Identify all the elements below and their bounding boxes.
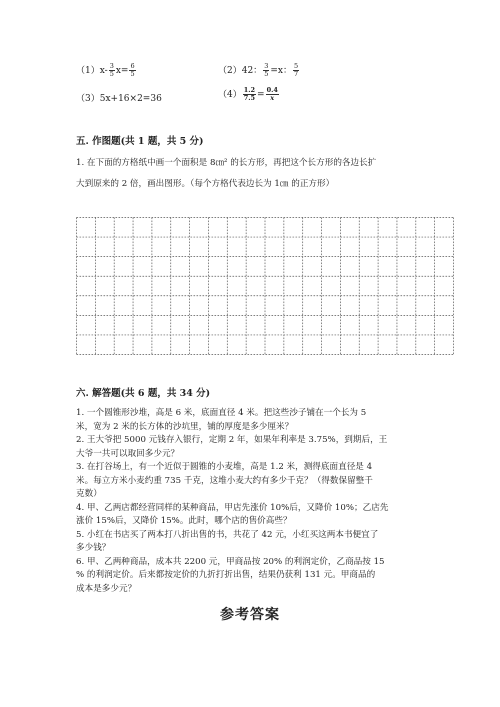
- question-line: 米，宽为 2 米的长方体的沙坑里，铺的厚度是多少厘米？: [76, 421, 294, 432]
- question-line: 涨价 15%后，又降价 15%。此时，哪个店的售价高些？: [76, 516, 292, 526]
- question-line: 大爷一共可以取回多少元？: [76, 448, 180, 459]
- question-line: 多少钱？: [76, 543, 111, 553]
- answer-key-title: 参考答案: [220, 607, 280, 623]
- question-line: 克数）: [76, 489, 102, 499]
- fraction: $\frac{3}{5}$: [264, 62, 269, 78]
- question-line: 4. 甲、乙两店都经营同样的某种商品，甲店先涨价 10%后，又降价 10%；乙店先: [76, 502, 389, 513]
- fraction: $\frac{0.4}{x}$: [266, 86, 278, 102]
- equation-4: （4） $\frac{1.2}{7.5}$ = $\frac{0.4}{x}$: [218, 86, 278, 102]
- equation-1: （1）x- $\frac{3}{5}$ x= $\frac{6}{5}$: [76, 62, 135, 78]
- section-6-questions: [76, 407, 461, 596]
- equation-3: （3）5x+16×2=36: [76, 94, 162, 104]
- question-line: 1. 一个圆锥形沙堆，高是 6 米，底面直径 4 米。把这些沙子铺在一个长为 5: [76, 408, 367, 418]
- equation-2: （2）42： $\frac{3}{5}$ =x： $\frac{5}{7}$: [218, 62, 299, 78]
- question-line: % 的利润定价。后来都按定价的九折打折出售，结果仍获利 131 元。甲商品的: [76, 570, 376, 580]
- graph-paper-grid[interactable]: [76, 217, 454, 355]
- question-line: 5. 小红在书店买了两本打八折出售的书，共花了 42 元，小红买这两本书便宜了: [76, 529, 379, 540]
- fraction: $\frac{6}{5}$: [130, 62, 135, 78]
- section-6-title: 六. 解答题(共 6 题，共 34 分): [76, 388, 211, 399]
- section-5-question: 1. 在下面的方格纸中画一个面积是 8㎝² 的长方形，再把这个长方形的各边长扩 大到原来的 2 倍，画出图形。（每个方格代表边长为 1㎝ 的正方形）: [76, 158, 377, 189]
- fraction: $\frac{5}{7}$: [293, 62, 299, 78]
- fraction: $\frac{1.2}{7.5}$: [243, 86, 256, 102]
- section-5-title: 五. 作图题(共 1 题，共 5 分): [76, 136, 204, 147]
- question-line: 6. 甲、乙两种商品，成本共 2200 元，甲商品按 20% 的利润定价，乙商品按 15: [76, 556, 385, 567]
- question-line: 3. 在打谷场上，有一个近似于圆锥的小麦堆，高是 1.2 米，测得底面直径是 4: [76, 462, 373, 472]
- question-line: 2. 王大爷把 5000 元钱存入银行，定期 2 年，如果年利率是 3.75%，到期后，王: [76, 435, 388, 445]
- fraction: $\frac{3}{5}$: [109, 62, 114, 78]
- question-line: 成本是多少元？: [76, 583, 137, 594]
- question-line: 米。每立方米小麦约重 735 千克，这堆小麦大约有多少千克？（得数保留整千: [76, 475, 373, 486]
